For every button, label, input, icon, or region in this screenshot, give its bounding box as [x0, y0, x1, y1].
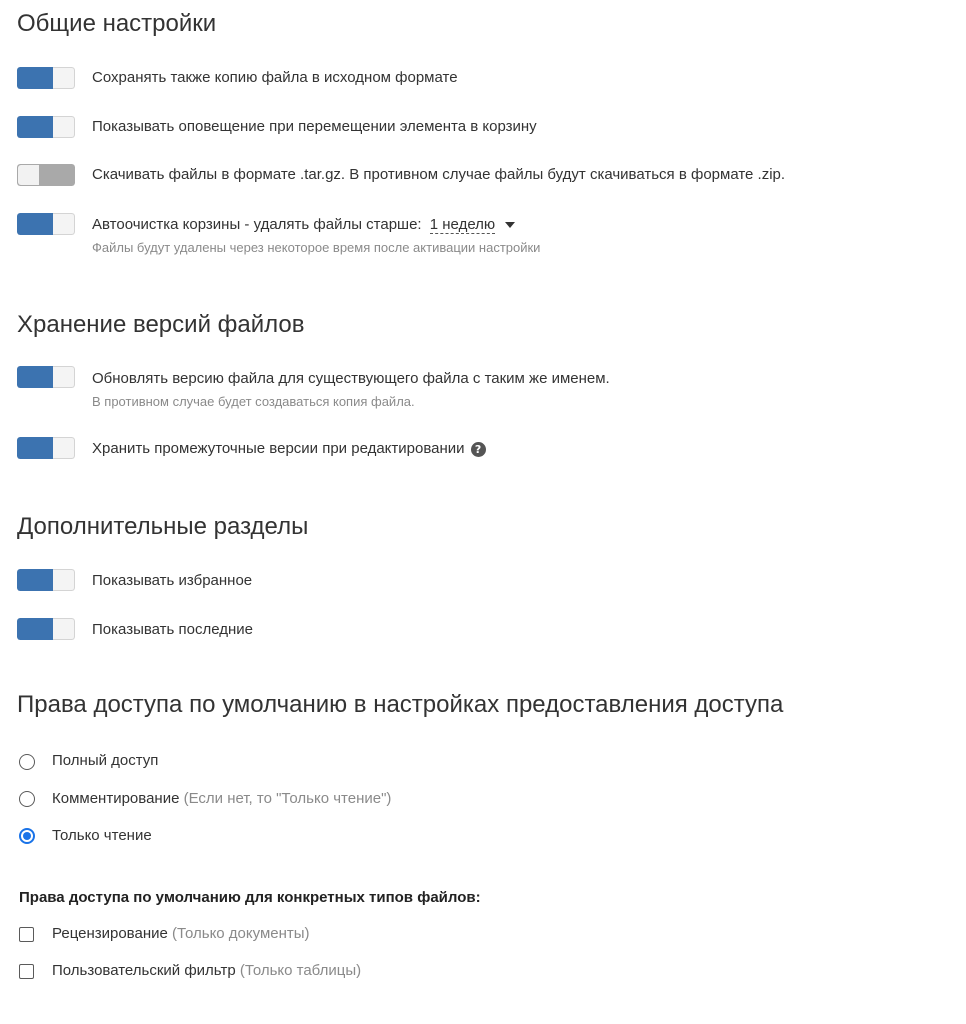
custom-filter-label: Пользовательский фильтр: [52, 962, 236, 979]
section-title-general: Общие настройки: [17, 10, 217, 37]
commenting-row: [52, 790, 391, 807]
toggle-fill: [17, 67, 53, 89]
toggle-targz[interactable]: [17, 164, 75, 186]
toggle-keep-intermediate[interactable]: [17, 437, 75, 459]
toggle-autoclean[interactable]: [17, 213, 75, 235]
custom-filter-note: (Только таблицы): [239, 962, 362, 979]
recent-label: Показывать последние: [92, 621, 254, 638]
read-only-label: Только чтение: [52, 827, 152, 844]
favorites-label: Показывать избранное: [92, 572, 253, 589]
review-row: [52, 925, 310, 942]
section-title-versions: Хранение версий файлов: [17, 311, 305, 338]
toggle-notify-trash[interactable]: [17, 116, 75, 138]
toggle-fill: [17, 366, 53, 388]
commenting-note: (Если нет, то "Только чтение"): [183, 790, 392, 807]
notify-trash-label: Показывать оповещение при перемещении элемента в корзину: [92, 118, 537, 135]
help-icon[interactable]: ?: [471, 442, 486, 457]
toggle-knob: [53, 68, 74, 88]
radio-full-access[interactable]: [19, 754, 35, 770]
autoclean-row: [92, 216, 515, 234]
toggle-fill: [17, 618, 53, 640]
autoclean-hint: Файлы будут удалены через некоторое время после активации настройки: [92, 240, 541, 255]
toggle-knob: [53, 367, 74, 387]
update-version-hint: В противном случае будет создаваться копия файла.: [92, 394, 415, 409]
checkbox-review[interactable]: [19, 927, 34, 942]
toggle-fill: [17, 213, 53, 235]
radio-read-only[interactable]: [19, 828, 35, 844]
review-label: Рецензирование: [52, 925, 168, 942]
toggle-fill: [17, 569, 53, 591]
toggle-knob: [53, 117, 74, 137]
autoclean-label: Автоочистка корзины - удалять файлы старше:: [92, 216, 422, 233]
keep-intermediate-row: [92, 440, 486, 457]
toggle-knob: [53, 570, 74, 590]
file-types-title: Права доступа по умолчанию для конкретных типов файлов:: [19, 889, 481, 906]
full-access-label: Полный доступ: [52, 752, 159, 769]
autoclean-period-dropdown[interactable]: [430, 216, 495, 234]
section-title-extra: Дополнительные разделы: [17, 513, 309, 540]
toggle-fill: [17, 116, 53, 138]
section-title-access: Права доступа по умолчанию в настройках предоставления доступа: [17, 691, 784, 718]
toggle-knob: [53, 214, 74, 234]
toggle-knob: [53, 438, 74, 458]
toggle-favorites[interactable]: [17, 569, 75, 591]
commenting-label: Комментирование: [52, 790, 180, 807]
update-version-label: Обновлять версию файла для существующего файла с таким же именем.: [92, 370, 610, 387]
custom-filter-row: [52, 962, 361, 979]
toggle-knob: [18, 165, 39, 185]
toggle-keep-copy[interactable]: [17, 67, 75, 89]
keep-copy-label: Сохранять также копию файла в исходном формате: [92, 69, 458, 86]
chevron-down-icon[interactable]: [505, 222, 515, 228]
toggle-recent[interactable]: [17, 618, 75, 640]
targz-label: Скачивать файлы в формате .tar.gz. В противном случае файлы будут скачиваться в формате .zip.: [92, 166, 786, 183]
checkbox-custom-filter[interactable]: [19, 964, 34, 979]
autoclean-period-value: 1 неделю: [429, 216, 496, 233]
toggle-update-version[interactable]: [17, 366, 75, 388]
toggle-knob: [53, 619, 74, 639]
keep-intermediate-label: Хранить промежуточные версии при редактировании: [92, 440, 465, 457]
toggle-fill: [17, 437, 53, 459]
review-note: (Только документы): [172, 925, 310, 942]
radio-commenting[interactable]: [19, 791, 35, 807]
